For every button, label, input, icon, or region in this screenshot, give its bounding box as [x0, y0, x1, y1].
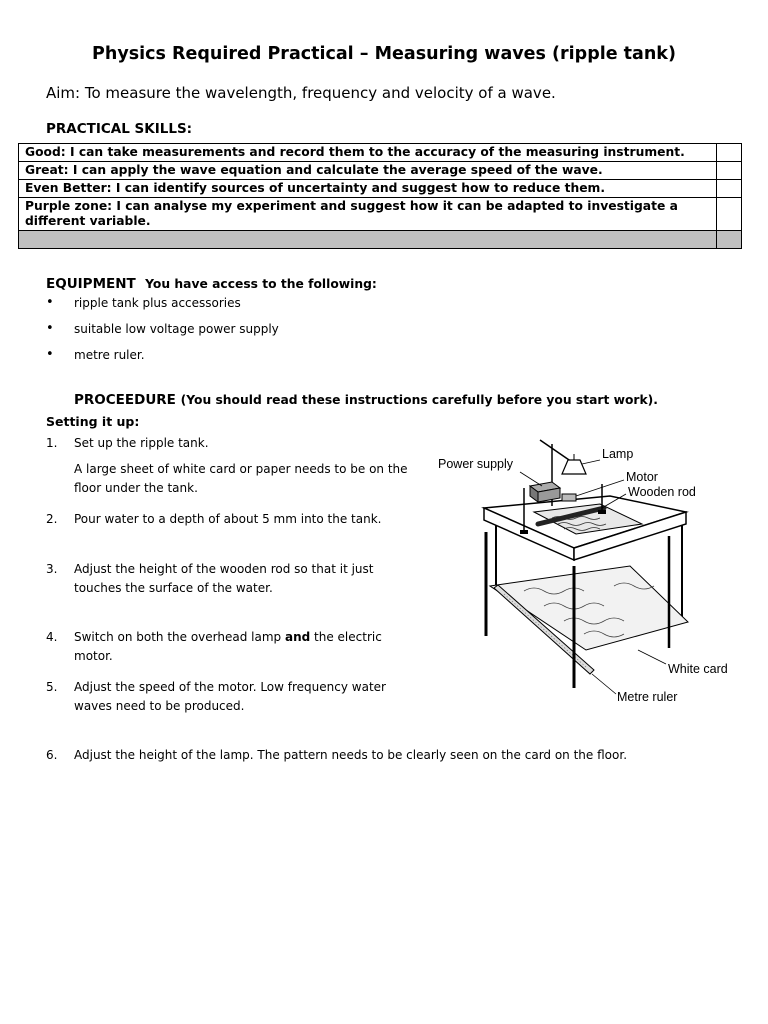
skills-row-purple-zone [19, 198, 742, 231]
label-leader [592, 674, 616, 694]
bullet-icon: • [46, 321, 54, 336]
label-leader [576, 480, 624, 496]
skills-row-blank [19, 231, 742, 249]
bullet-icon: • [46, 347, 54, 362]
practical-skills-heading: PRACTICAL SKILLS: [46, 121, 193, 137]
procedure-subheading: (You should read these instructions carefully before you start work). [180, 393, 658, 407]
label-motor: Motor [626, 470, 658, 484]
equipment-item-text: metre ruler. [74, 348, 145, 362]
skills-row-even-better [19, 180, 742, 198]
label-wooden-rod: Wooden rod [628, 485, 696, 499]
step-number: 3. [46, 562, 58, 576]
step-text: Adjust the height of the lamp. The pattern needs to be clearly seen on the card on the floor. [74, 748, 628, 762]
skills-row-text: Purple zone: I can analyse my experiment and suggest how it can be adapted to investigate a different variable. [19, 198, 717, 231]
skills-checkbox-cell[interactable] [717, 180, 742, 198]
step-text: Adjust the speed of the motor. Low frequency water waves need to be produced. [74, 680, 386, 713]
stand-base-left [520, 530, 528, 534]
skills-blank-cell [717, 231, 742, 249]
label-metre-ruler: Metre ruler [617, 690, 678, 704]
skills-row-text: Good: I can take measurements and record them to the accuracy of the measuring instrument. [19, 144, 717, 162]
lamp-shade [562, 460, 586, 474]
motor-shape [562, 494, 576, 501]
skills-row-text: Even Better: I can identify sources of uncertainty and suggest how to reduce them. [19, 180, 717, 198]
step-number: 2. [46, 512, 58, 526]
step-text: Set up the ripple tank. [74, 436, 209, 450]
label-power-supply: Power supply [438, 457, 514, 471]
practical-skills-table [18, 143, 742, 249]
equipment-heading [46, 276, 377, 292]
label-white-card: White card [668, 662, 728, 676]
step-number: 4. [46, 630, 58, 644]
step-text-part: the electric motor. [74, 630, 382, 663]
equipment-subheading: You have access to the following: [145, 277, 377, 291]
step-text: Pour water to a depth of about 5 mm into the tank. [74, 512, 382, 526]
stand-base-right [598, 510, 606, 514]
procedure-heading [74, 392, 658, 408]
skills-row-great [19, 162, 742, 180]
procedure-heading-label: PROCEEDURE [74, 392, 176, 408]
equipment-heading-label: EQUIPMENT [46, 276, 136, 292]
page-title: Physics Required Practical – Measuring waves (ripple tank) [92, 44, 676, 64]
skills-checkbox-cell[interactable] [717, 144, 742, 162]
skills-row-text: Great: I can apply the wave equation and calculate the average speed of the wave. [19, 162, 717, 180]
step-text [74, 628, 424, 665]
step-text-emphasis: and [284, 630, 311, 644]
step-text-part: Switch on both the overhead lamp [74, 630, 285, 644]
aim-text: Aim: To measure the wavelength, frequency and velocity of a wave. [46, 84, 556, 102]
step-number: 1. [46, 436, 58, 450]
equipment-item-text: ripple tank plus accessories [74, 296, 241, 310]
skills-checkbox-cell[interactable] [717, 198, 742, 231]
step-note-text: A large sheet of white card or paper needs to be on the floor under the tank. [74, 462, 408, 495]
equipment-item-text: suitable low voltage power supply [74, 322, 279, 336]
label-leader [582, 460, 600, 464]
label-leader [638, 650, 666, 664]
setting-up-heading: Setting it up: [46, 414, 140, 429]
ripple-tank-diagram [434, 436, 738, 708]
step-number: 5. [46, 680, 58, 694]
bullet-icon: • [46, 295, 54, 310]
step-text: Adjust the height of the wooden rod so that it just touches the surface of the water. [74, 562, 374, 595]
step-number: 6. [46, 748, 58, 762]
lamp-arm [540, 440, 572, 462]
skills-checkbox-cell[interactable] [717, 162, 742, 180]
skills-blank-cell [19, 231, 717, 249]
label-lamp: Lamp [602, 447, 634, 461]
skills-row-good [19, 144, 742, 162]
label-leader [520, 472, 542, 486]
